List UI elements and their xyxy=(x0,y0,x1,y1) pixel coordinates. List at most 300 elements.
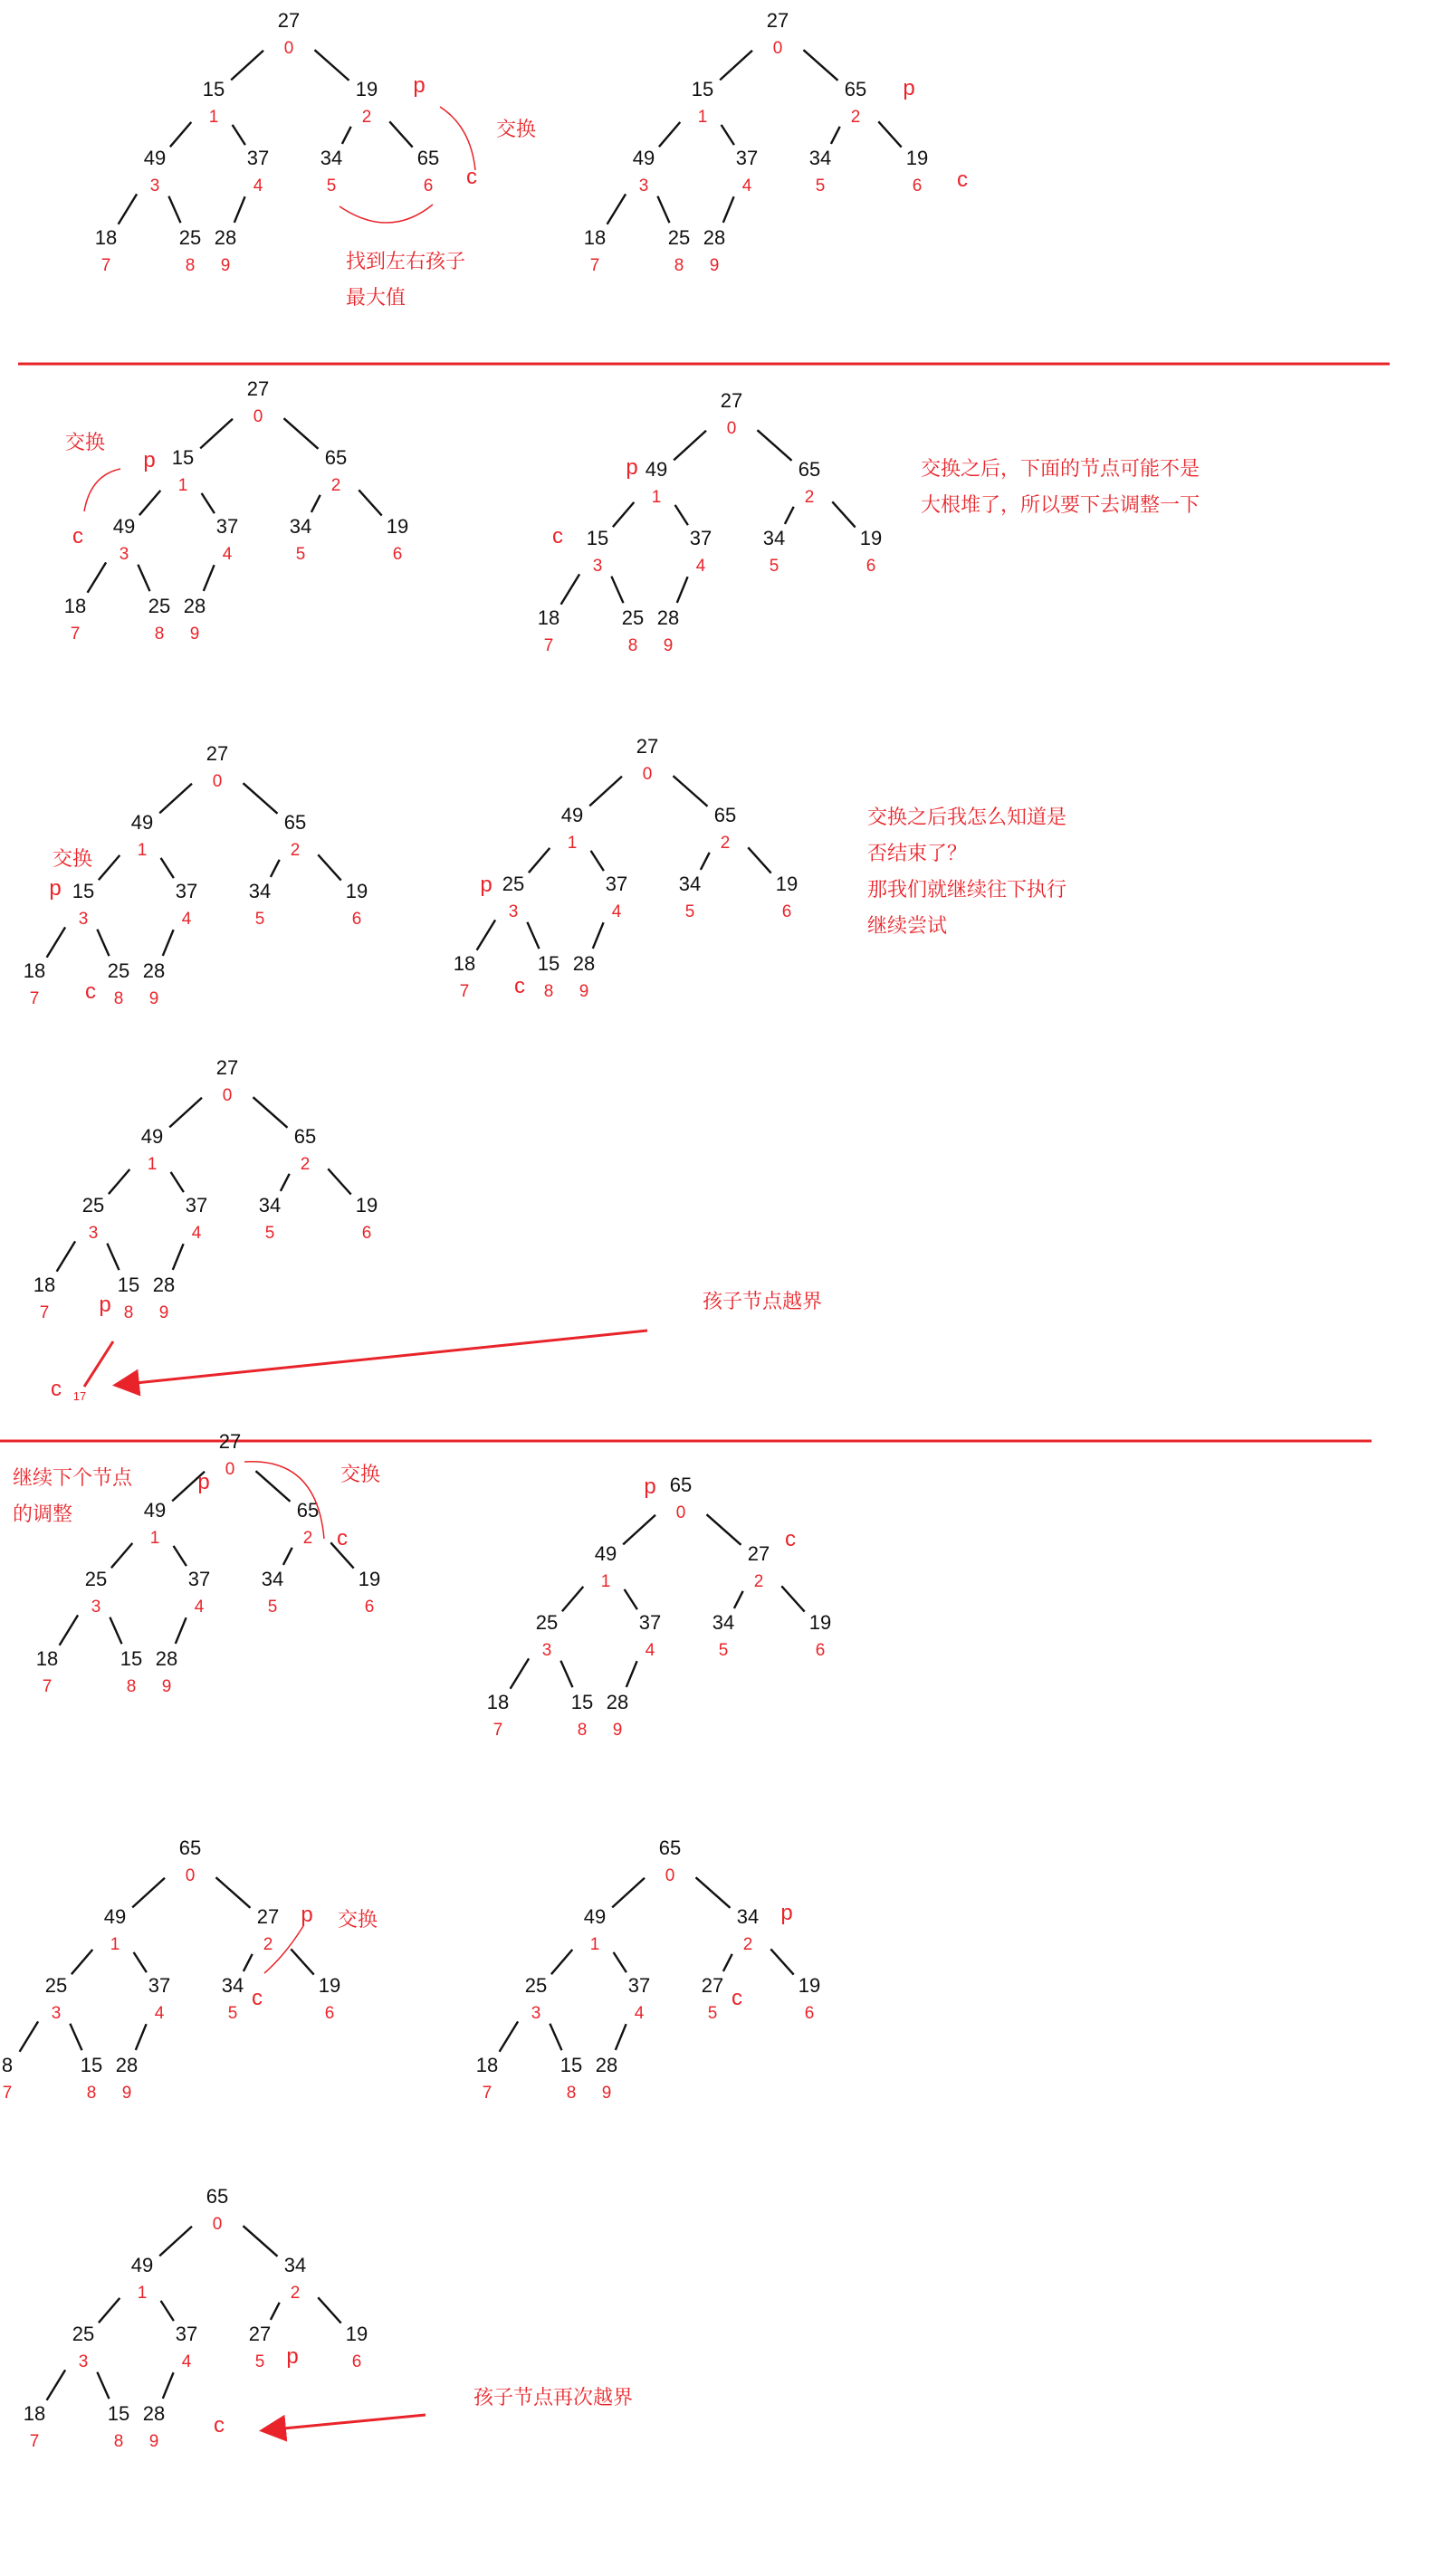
pointer-p-marker: p xyxy=(286,2344,299,2369)
node-value: 19 xyxy=(355,78,378,100)
tree-edge xyxy=(134,1952,147,1972)
tree-edge xyxy=(171,1172,184,1192)
node-index: 2 xyxy=(263,1935,273,1954)
node-index: 1 xyxy=(149,1529,160,1548)
node-index: 6 xyxy=(781,902,792,921)
node-value: 28 xyxy=(142,2402,166,2425)
node-index: 7 xyxy=(42,1677,53,1696)
tree-edge xyxy=(359,490,381,515)
pointer-p-marker: p xyxy=(143,448,156,472)
node-index: 9 xyxy=(148,989,159,1008)
node-index: 5 xyxy=(326,177,337,196)
tree-edge xyxy=(626,1661,637,1687)
node-value: 34 xyxy=(261,1568,284,1590)
tree-edge xyxy=(159,784,192,814)
node-value: 49 xyxy=(103,1905,127,1928)
node-value: 37 xyxy=(735,147,759,169)
node-value: 27 xyxy=(218,1430,242,1453)
tree-edge xyxy=(591,851,604,871)
node-value: 49 xyxy=(583,1905,607,1928)
tree-edge xyxy=(659,122,680,147)
node-index: 3 xyxy=(88,1224,99,1243)
tree-edge xyxy=(831,127,840,144)
node-value: 65 xyxy=(178,1837,202,1859)
node-index: 0 xyxy=(185,1866,196,1885)
node-index: 4 xyxy=(154,2004,165,2023)
tree-edge xyxy=(99,855,120,880)
tree-edge xyxy=(231,51,263,81)
node-value: 49 xyxy=(112,515,136,538)
pointer-c-marker: c xyxy=(337,1526,348,1550)
note-swap: 交换 xyxy=(53,848,93,871)
tree-edge xyxy=(550,2024,561,2051)
node-index: 6 xyxy=(351,910,362,929)
node-value: 49 xyxy=(130,811,154,834)
heap-tree xyxy=(2,1837,340,2103)
node-index: 9 xyxy=(148,2432,159,2451)
node-value: 65 xyxy=(844,78,867,100)
node-value: 19 xyxy=(905,147,929,169)
node-value: 19 xyxy=(775,873,799,895)
tree-edge xyxy=(677,577,688,603)
node-value: 37 xyxy=(215,515,239,538)
pointer-c-marker: c xyxy=(51,1377,62,1401)
tree-nodes xyxy=(2,9,928,2451)
node-index: 3 xyxy=(78,910,89,929)
tree-edge xyxy=(110,1617,121,1645)
node-value: 34 xyxy=(678,873,702,895)
tree-edge xyxy=(138,565,149,592)
node-index: 5 xyxy=(718,1641,729,1660)
node-value: 49 xyxy=(130,2254,154,2276)
tree-edge xyxy=(291,1949,313,1974)
node-value: 27 xyxy=(277,9,301,32)
node-value: 19 xyxy=(345,2323,368,2345)
node-index: 3 xyxy=(508,902,519,921)
node-index: 0 xyxy=(675,1503,686,1522)
node-value: 65 xyxy=(798,458,821,481)
node-index: 6 xyxy=(392,545,403,564)
node-index: 9 xyxy=(189,625,200,644)
pointer-c-marker: c xyxy=(214,2413,225,2438)
tree-edge xyxy=(318,854,340,880)
node-index: 2 xyxy=(290,841,301,860)
node-value: 37 xyxy=(148,1974,171,1997)
node-index: 3 xyxy=(91,1598,101,1617)
node-value: 18 xyxy=(23,959,46,982)
tree-edge xyxy=(256,1471,291,1502)
node-index: 8 xyxy=(126,1677,137,1696)
node-index: 4 xyxy=(634,2004,645,2023)
tree-edge xyxy=(161,2301,174,2321)
node-index: 5 xyxy=(227,2004,238,2023)
tree-edge xyxy=(607,194,626,224)
node-value: 25 xyxy=(535,1611,559,1634)
node-index: 6 xyxy=(364,1598,375,1617)
node-index: 5 xyxy=(254,2352,265,2371)
node-index: 6 xyxy=(351,2352,362,2371)
tree-edge xyxy=(551,1950,572,1974)
node-index: 1 xyxy=(177,476,188,495)
tree-edge xyxy=(244,1954,253,1971)
tree-edge xyxy=(832,501,855,527)
tree-edge xyxy=(176,1617,186,1644)
note-find-max: 找到左右孩子 最大值 xyxy=(346,251,466,310)
pointer-c-marker: c xyxy=(85,979,96,1004)
node-value: 28 xyxy=(595,2054,618,2076)
node-index: 5 xyxy=(254,910,265,929)
tree-edge xyxy=(139,491,160,515)
node-value: 28 xyxy=(703,226,726,249)
pointer-p-marker: p xyxy=(197,1470,210,1494)
node-index: 7 xyxy=(482,2084,492,2103)
node-index: 4 xyxy=(191,1224,202,1243)
tree-edge xyxy=(47,927,66,957)
heap-tree xyxy=(454,735,798,1001)
tree-edge xyxy=(561,574,580,604)
node-index: 8 xyxy=(113,2432,124,2451)
node-value: 15 xyxy=(117,1274,140,1296)
swap-curve-arrow xyxy=(440,107,475,170)
node-value: 37 xyxy=(185,1194,208,1216)
node-value: 34 xyxy=(248,880,272,902)
node-value: 25 xyxy=(524,1974,548,1997)
node-index: 1 xyxy=(137,841,148,860)
node-index: 1 xyxy=(147,1155,158,1174)
tree-edge xyxy=(173,1244,184,1270)
node-index: 5 xyxy=(815,177,826,196)
tree-edge xyxy=(163,930,174,956)
pointer-markers xyxy=(49,73,968,2438)
node-index: 5 xyxy=(769,557,779,576)
tree-edge xyxy=(99,2298,120,2323)
tree-edge xyxy=(758,430,792,461)
tree-edge xyxy=(785,507,794,524)
node-index: 8 xyxy=(577,1721,588,1740)
overflow-pointer-line xyxy=(84,1341,113,1387)
node-value: 49 xyxy=(143,147,167,169)
heap-tree xyxy=(33,1056,378,1322)
pointer-p-marker: p xyxy=(644,1474,656,1499)
note-swap: 交换 xyxy=(496,119,537,141)
node-value: 19 xyxy=(345,880,368,902)
node-value: 18 xyxy=(583,226,607,249)
note-swap: 交换 xyxy=(338,1909,378,1932)
node-index: 2 xyxy=(850,108,861,127)
node-value: 18 xyxy=(94,226,118,249)
node-index: 8 xyxy=(113,989,124,1008)
node-index: 0 xyxy=(726,419,737,438)
pointer-p-marker: p xyxy=(99,1293,111,1317)
pointer-p-marker: p xyxy=(301,1903,313,1927)
node-index: 7 xyxy=(39,1303,50,1322)
tree-edge xyxy=(781,1586,804,1611)
node-index: 3 xyxy=(119,545,129,564)
node-value: 28 xyxy=(606,1691,629,1713)
node-index: 9 xyxy=(161,1677,172,1696)
node-value: 34 xyxy=(221,1974,244,1997)
node-index: 3 xyxy=(592,557,603,576)
node-index: 0 xyxy=(212,772,223,791)
node-value: 28 xyxy=(115,2054,139,2076)
pointer-p-marker: p xyxy=(903,76,915,100)
node-value: 37 xyxy=(627,1974,651,1997)
node-value: 18 xyxy=(537,606,560,629)
node-index: 9 xyxy=(121,2084,132,2103)
pointer-c-marker: c xyxy=(957,167,968,192)
tree-edge xyxy=(88,562,107,592)
node-value: 34 xyxy=(283,2254,307,2276)
node-index: 5 xyxy=(295,545,306,564)
node-value: 65 xyxy=(416,147,440,169)
tree-edge xyxy=(562,1587,583,1611)
tree-edge xyxy=(315,50,349,81)
node-value: 28 xyxy=(183,595,206,617)
tree-edge xyxy=(168,196,180,224)
node-value: 27 xyxy=(256,1905,280,1928)
node-index: 9 xyxy=(601,2084,612,2103)
node-index: 6 xyxy=(912,177,923,196)
node-value: 19 xyxy=(859,527,883,549)
node-index: 7 xyxy=(100,256,111,275)
node-index: 7 xyxy=(29,989,40,1008)
node-index: 8 xyxy=(543,982,554,1001)
node-value: 27 xyxy=(215,1056,239,1079)
note-child-out-again: 孩子节点再次越界 xyxy=(473,2387,634,2409)
tree-edge xyxy=(625,1589,637,1609)
tree-edge xyxy=(244,2226,278,2256)
node-value: 28 xyxy=(656,606,680,629)
node-index: 2 xyxy=(804,488,815,507)
node-index: 8 xyxy=(674,256,684,275)
tree-edge xyxy=(389,121,412,147)
node-index: 1 xyxy=(589,1935,600,1954)
node-value: 25 xyxy=(81,1194,105,1216)
pointer-p-marker: p xyxy=(780,1901,793,1925)
node-value: 49 xyxy=(560,804,584,826)
node-value: 19 xyxy=(798,1974,821,1997)
node-index: 4 xyxy=(253,177,263,196)
node-value: 15 xyxy=(120,1647,143,1670)
node-value: 25 xyxy=(84,1568,108,1590)
node-index: 1 xyxy=(110,1935,120,1954)
node-index: 6 xyxy=(324,2004,335,2023)
node-index: 4 xyxy=(741,177,752,196)
pointer-c-marker: c xyxy=(552,524,563,549)
pointer-c-marker: c xyxy=(72,524,83,549)
tree-edge xyxy=(47,2370,66,2399)
node-index: 8 xyxy=(86,2084,97,2103)
node-value: 18 xyxy=(63,595,87,617)
tree-edge xyxy=(701,853,710,870)
pointer-c-marker: c xyxy=(785,1527,796,1551)
tree-edge xyxy=(804,50,838,81)
node-value: 65 xyxy=(206,2185,229,2208)
node-value: 27 xyxy=(246,377,270,400)
node-value: 25 xyxy=(178,226,202,249)
node-value: 27 xyxy=(248,2323,272,2345)
note-next-node: 继续下个节点 的调整 xyxy=(13,1467,133,1526)
node-value: 18 xyxy=(453,952,476,975)
node-value: 28 xyxy=(155,1647,178,1670)
node-value: 27 xyxy=(636,735,659,758)
tree-edge xyxy=(271,860,280,877)
node-value: 28 xyxy=(142,959,166,982)
node-index: 3 xyxy=(51,2004,62,2023)
node-value: 8 xyxy=(1,2054,14,2076)
node-index: 7 xyxy=(543,636,554,655)
node-value: 15 xyxy=(202,78,225,100)
tree-edge xyxy=(284,418,319,449)
node-index: 1 xyxy=(600,1572,611,1591)
node-value: 18 xyxy=(486,1691,510,1713)
node-index: 7 xyxy=(29,2432,40,2451)
tree-edge xyxy=(107,1244,119,1271)
note-child-out-of-bounds: 孩子节点越界 xyxy=(703,1291,823,1313)
node-index: 8 xyxy=(627,636,638,655)
tree-edge xyxy=(560,1661,572,1688)
node-value: 19 xyxy=(358,1568,381,1590)
overflow-index: 17 xyxy=(72,1389,87,1403)
tree-edge xyxy=(204,565,215,591)
tree-edge xyxy=(57,1241,76,1271)
node-value: 27 xyxy=(747,1542,770,1565)
node-index: 2 xyxy=(330,476,341,495)
out-of-bounds-arrow xyxy=(118,1331,647,1385)
tree-edges xyxy=(20,50,902,2400)
tree-edge xyxy=(675,505,688,525)
node-value: 37 xyxy=(638,1611,662,1634)
tree-edge xyxy=(720,51,752,81)
node-index: 3 xyxy=(531,2004,541,2023)
node-index: 2 xyxy=(720,834,731,853)
node-value: 37 xyxy=(689,527,712,549)
node-value: 25 xyxy=(44,1974,68,1997)
node-index: 4 xyxy=(645,1641,655,1660)
node-index: 0 xyxy=(772,39,783,58)
pointer-c-marker: c xyxy=(466,165,477,189)
heap-tree xyxy=(538,389,882,655)
node-value: 15 xyxy=(72,880,95,902)
tree-edge xyxy=(500,2021,519,2051)
tree-edge xyxy=(20,2021,38,2051)
pointer-p-marker: p xyxy=(480,873,492,897)
node-value: 25 xyxy=(148,595,171,617)
tree-edge xyxy=(589,777,622,806)
node-value: 65 xyxy=(713,804,737,826)
note-how-to-know: 交换之后我怎么知道是 否结束了？ 那我们就继续往下执行 继续尝试 xyxy=(867,806,1067,938)
note-swap: 交换 xyxy=(65,432,106,454)
node-index: 5 xyxy=(684,902,695,921)
node-value: 15 xyxy=(559,2054,583,2076)
node-index: 2 xyxy=(290,2284,301,2303)
node-value: 25 xyxy=(667,226,691,249)
tree-edge xyxy=(613,502,634,527)
node-index: 6 xyxy=(423,177,434,196)
node-index: 9 xyxy=(612,1721,623,1740)
pointer-p-marker: p xyxy=(626,455,638,480)
node-value: 15 xyxy=(570,1691,594,1713)
node-index: 0 xyxy=(225,1460,235,1479)
node-index: 0 xyxy=(212,2215,223,2234)
tree-edge xyxy=(200,419,233,449)
tree-edge xyxy=(111,1543,132,1568)
node-index: 9 xyxy=(663,636,674,655)
node-index: 0 xyxy=(642,765,653,784)
tree-edge xyxy=(216,1877,251,1908)
node-value: 65 xyxy=(283,811,307,834)
tree-edge xyxy=(202,493,215,513)
tree-edge xyxy=(169,1098,202,1128)
tree-edge xyxy=(707,1514,741,1545)
node-index: 4 xyxy=(181,2352,192,2371)
pointer-c-marker: c xyxy=(252,1986,263,2010)
node-value: 65 xyxy=(324,446,348,469)
node-index: 4 xyxy=(695,557,706,576)
out-of-bounds-arrow xyxy=(264,2415,426,2430)
node-value: 15 xyxy=(691,78,714,100)
node-index: 4 xyxy=(222,545,233,564)
node-index: 8 xyxy=(566,2084,577,2103)
node-index: 9 xyxy=(220,256,231,275)
node-index: 2 xyxy=(302,1529,313,1548)
tree-edge xyxy=(511,1658,530,1688)
node-value: 65 xyxy=(669,1474,693,1496)
node-value: 37 xyxy=(175,2323,198,2345)
tree-edge xyxy=(253,1097,288,1128)
tree-edge xyxy=(109,1169,129,1194)
node-value: 27 xyxy=(720,389,743,412)
tree-edge xyxy=(271,2303,280,2320)
node-value: 15 xyxy=(537,952,560,975)
tree-edge xyxy=(161,858,174,878)
node-value: 65 xyxy=(658,1837,682,1859)
pointer-p-marker: p xyxy=(413,73,426,98)
node-index: 9 xyxy=(709,256,720,275)
tree-edge xyxy=(593,922,604,949)
node-value: 25 xyxy=(107,959,130,982)
heap-tree xyxy=(487,1474,831,1740)
node-index: 7 xyxy=(589,256,600,275)
node-value: 27 xyxy=(766,9,789,32)
node-value: 18 xyxy=(35,1647,59,1670)
heap-tree xyxy=(584,9,928,275)
tree-edge xyxy=(318,2297,340,2323)
node-index: 3 xyxy=(78,2352,89,2371)
node-value: 18 xyxy=(33,1274,56,1296)
node-index: 0 xyxy=(283,39,294,58)
tree-edge xyxy=(748,847,770,873)
node-value: 19 xyxy=(355,1194,378,1216)
node-value: 34 xyxy=(808,147,832,169)
node-value: 34 xyxy=(762,527,786,549)
tree-edge xyxy=(614,1952,626,1972)
tree-edge xyxy=(623,1515,655,1545)
node-value: 34 xyxy=(736,1905,760,1928)
tree-edge xyxy=(163,2372,174,2399)
node-value: 65 xyxy=(296,1499,320,1522)
node-value: 65 xyxy=(293,1125,317,1148)
node-index: 3 xyxy=(541,1641,552,1660)
tree-edge xyxy=(283,1548,292,1565)
tree-edge xyxy=(170,122,191,147)
node-index: 7 xyxy=(459,982,470,1001)
tree-edge xyxy=(734,1591,743,1608)
node-value: 37 xyxy=(605,873,628,895)
tree-edge xyxy=(311,495,320,512)
node-value: 34 xyxy=(712,1611,735,1634)
node-value: 37 xyxy=(187,1568,211,1590)
